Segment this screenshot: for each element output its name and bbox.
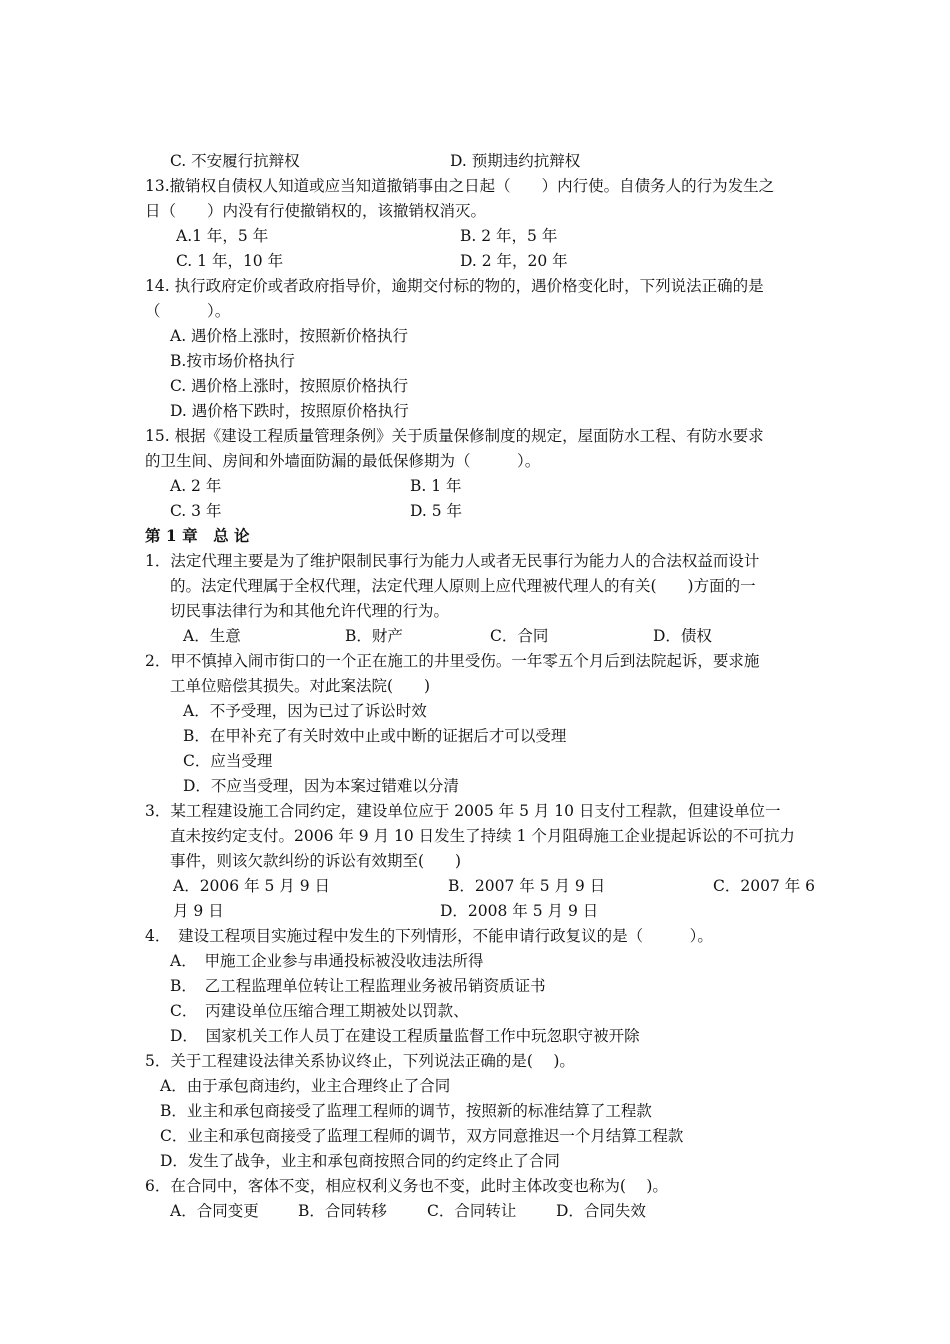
q2-text-line-2: 工单位赔偿其损失。对此案法院( ) <box>170 677 431 695</box>
q14-option-c: C. 遇价格上涨时，按照原价格执行 <box>170 377 409 395</box>
q3-option-b: B．2007 年 5 月 9 日 <box>448 877 606 895</box>
q1-text-line-1: 1．法定代理主要是为了维护限制民事行为能力人或者无民事行为能力人的合法权益而设计 <box>145 552 760 570</box>
q6-option-c: C．合同转让 <box>427 1202 517 1220</box>
q4-text-line-1: 4． 建设工程项目实施过程中发生的下列情形，不能申请行政复议的是（ ）。 <box>145 927 713 945</box>
q13-text-line-1: 13.撤销权自债权人知道或应当知道撤销事由之日起（ ）内行使。自债务人的行为发生之 <box>145 177 775 195</box>
q5-option-b: B．业主和承包商接受了监理工程师的调节，按照新的标准结算了工程款 <box>160 1102 652 1120</box>
q14-text-line-1: 14. 执行政府定价或者政府指导价，逾期交付标的物的，遇价格变化时，下列说法正确的是 <box>145 277 764 295</box>
q15-option-b: B. 1 年 <box>410 477 462 495</box>
q2-option-a: A．不予受理，因为已过了诉讼时效 <box>183 702 427 720</box>
q15-option-c: C. 3 年 <box>170 502 222 520</box>
q13-option-b: B. 2 年，5 年 <box>460 227 558 245</box>
q15-option-d: D. 5 年 <box>410 502 463 520</box>
q1-text-line-2: 的。法定代理属于全权代理，法定代理人原则上应代理被代理人的有关( )方面的一 <box>170 577 756 595</box>
q5-option-d: D．发生了战争，业主和承包商按照合同的约定终止了合同 <box>160 1152 560 1170</box>
q5-text-line-1: 5．关于工程建设法律关系协议终止，下列说法正确的是( )。 <box>145 1052 575 1070</box>
chapter-heading: 第 1 章 总 论 <box>145 526 250 545</box>
q1-option-b: B．财产 <box>345 627 403 645</box>
q1-option-a: A．生意 <box>183 627 241 645</box>
q14-text-line-2: （ ）。 <box>145 302 231 320</box>
prev-option-c: C. 不安履行抗辩权 <box>170 152 300 170</box>
q15-option-a: A. 2 年 <box>170 477 222 495</box>
q3-option-c: C．2007 年 6 <box>713 877 816 895</box>
q15-text-line-1: 15. 根据《建设工程质量管理条例》关于质量保修制度的规定，屋面防水工程、有防水要求 <box>145 427 764 445</box>
q14-option-d: D. 遇价格下跌时，按照原价格执行 <box>170 402 409 420</box>
q6-option-b: B．合同转移 <box>298 1202 387 1220</box>
q14-option-a: A. 遇价格上涨时，按照新价格执行 <box>170 327 409 345</box>
q5-option-c: C．业主和承包商接受了监理工程师的调节，双方同意推迟一个月结算工程款 <box>160 1127 684 1145</box>
q5-option-a: A．由于承包商违约，业主合理终止了合同 <box>160 1077 451 1095</box>
q2-option-c: C．应当受理 <box>183 752 273 770</box>
q1-text-line-3: 切民事法律行为和其他允许代理的行为。 <box>170 602 450 620</box>
q13-option-d: D. 2 年，20 年 <box>460 252 568 270</box>
q2-option-d: D．不应当受理，因为本案过错难以分清 <box>183 777 459 795</box>
q3-option-a: A．2006 年 5 月 9 日 <box>173 877 330 895</box>
q3-text-line-3: 事件，则该欠款纠纷的诉讼有效期至( ) <box>170 852 462 870</box>
q1-option-c: C．合同 <box>490 627 549 645</box>
q3-option-d: D．2008 年 5 月 9 日 <box>440 902 599 920</box>
q6-option-a: A．合同变更 <box>170 1202 259 1220</box>
prev-option-d: D. 预期违约抗辩权 <box>450 152 581 170</box>
q2-option-b: B．在甲补充了有关时效中止或中断的证据后才可以受理 <box>183 727 567 745</box>
q1-option-d: D．债权 <box>653 627 712 645</box>
q13-text-line-2: 日（ ）内没有行使撤销权的，该撤销权消灭。 <box>145 202 487 220</box>
q15-text-line-2: 的卫生间、房间和外墙面防漏的最低保修期为（ ）。 <box>145 452 541 470</box>
q3-text-line-1: 3．某工程建设施工合同约定，建设单位应于 2005 年 5 月 10 日支付工程款，但建设单位一 <box>145 802 781 820</box>
q13-option-a: A.1 年，5 年 <box>176 227 269 245</box>
q4-option-b: B． 乙工程监理单位转让工程监理业务被吊销资质证书 <box>170 977 546 995</box>
q3-option-c-wrap: 月 9 日 <box>173 902 224 920</box>
q6-text-line-1: 6．在合同中，客体不变，相应权利义务也不变，此时主体改变也称为( )。 <box>145 1177 668 1195</box>
q4-option-a: A． 甲施工企业参与串通投标被没收违法所得 <box>170 952 484 970</box>
q2-text-line-1: 2．甲不慎掉入闹市街口的一个正在施工的井里受伤。一年零五个月后到法院起诉，要求施 <box>145 652 760 670</box>
q4-option-c: C． 丙建设单位压缩合理工期被处以罚款、 <box>170 1002 469 1020</box>
q6-option-d: D．合同失效 <box>556 1202 646 1220</box>
q14-option-b: B.按市场价格执行 <box>170 352 295 370</box>
q3-text-line-2: 直未按约定支付。2006 年 9 月 10 日发生了持续 1 个月阻碍施工企业提起诉讼的不可抗力 <box>170 827 795 845</box>
q13-option-c: C. 1 年，10 年 <box>176 252 284 270</box>
q4-option-d: D． 国家机关工作人员丁在建设工程质量监督工作中玩忽职守被开除 <box>170 1027 640 1045</box>
